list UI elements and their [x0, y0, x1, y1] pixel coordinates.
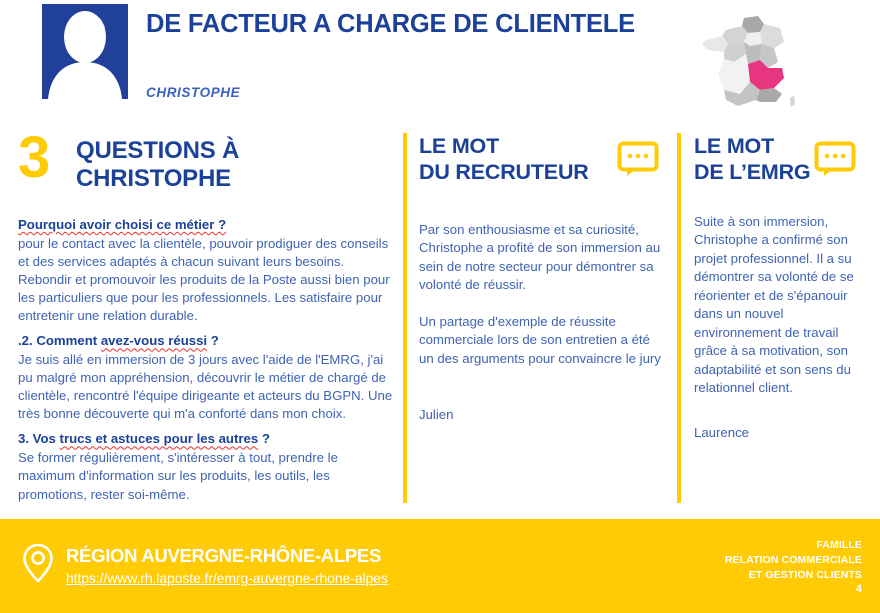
column-divider-2: [677, 133, 681, 503]
question-label-3-text: trucs et astuces pour les autres: [59, 431, 259, 447]
recruiter-paragraph-1: Par son enthousiasme et sa curiosité, Christophe a profité de son immersion au sein de notre secteur pour démontrer sa volonté de réussir.: [419, 222, 661, 293]
page-number: 4: [855, 583, 862, 595]
emrg-paragraph-1: Suite à son immersion, Christophe a confirmé son projet professionnel. Il a su démontrer sa volonté de se réorienter et de s'épanouir dans un nouvel environnement de travail grâce à sa motivation, son adaptabilité et son sens du relationnel client.: [694, 214, 854, 396]
footer-region-label: RÉGION AUVERGNE-RHÔNE-ALPES: [66, 545, 381, 566]
column-divider-1: [403, 133, 407, 503]
answer-text-1: pour le contact avec la clientèle, pouvoir prodiguer des conseils et des services adaptés à chacun suivant leurs besoins. Rebondir et promouvoir les produits de la Poste aussi bien pour les particuliers que pour les professionnels. Les satisfaire pour entretenir une relation durable.: [18, 235, 390, 324]
question-label-1-text: Pourquoi avoir choisi ce métier ?: [18, 217, 227, 232]
qa-item-1: [18, 217, 393, 325]
questions-heading-line1: QUESTIONS À: [76, 137, 240, 164]
question-label-3: [18, 431, 393, 448]
question-label-2-tail: ?: [207, 333, 219, 349]
emrg-body: [694, 213, 874, 398]
question-label-2: [18, 333, 393, 350]
person-silhouette-icon: [42, 4, 128, 99]
answer-text-2: Je suis allé en immersion de 3 jours avec l'aide de l'EMRG, j'ai pu malgré mon appréhension, découvrir le métier de chargé de clientèle, rencontré l'équipe dirigeante et acteurs du BGPN. Une très bonne découverte qui m'a conforté dans mon choix.: [18, 352, 393, 422]
emrg-signature: Laurence: [694, 424, 749, 440]
emrg-heading-line1: LE MOT: [694, 134, 775, 158]
questions-heading: [18, 125, 393, 211]
emrg-heading-line2: DE L’EMRG: [694, 160, 811, 185]
map-pin-icon: [22, 542, 54, 584]
answer-text-3: Se former régulièrement, s'intéresser à tout, prendre le maximum d'information sur les produits, les outils, les promotions, rester soi-même.: [18, 450, 338, 502]
qa-item-3: [18, 431, 393, 503]
footer-famille-line-1: FAMILLE: [816, 539, 862, 551]
avatar: [42, 4, 128, 99]
qa-item-2: [18, 333, 393, 423]
slide-header: [0, 0, 880, 119]
footer-url-link[interactable]: https://www.rh.laposte.fr/emrg-auvergne-rhone-alpes: [66, 570, 388, 586]
page-title: DE FACTEUR A CHARGE DE CLIENTELE: [146, 10, 635, 38]
questions-heading-line2: CHRISTOPHE: [76, 165, 231, 193]
question-label-1: [18, 217, 393, 234]
emrg-heading: [694, 133, 874, 193]
emrg-column: [694, 133, 874, 442]
questions-count: 3: [18, 125, 49, 190]
footer-famille-line-2: RELATION COMMERCIALE: [724, 554, 862, 567]
recruiter-heading-line1: LE MOT: [419, 134, 500, 158]
recruiter-body: [419, 221, 664, 368]
france-regions-map-icon: [698, 12, 802, 112]
footer-famille-line-3: ET GESTION CLIENTS: [748, 569, 862, 582]
footer-famille-block: [725, 538, 862, 584]
question-label-3-prefix: 3. Vos: [18, 431, 60, 447]
header-subtitle: CHRISTOPHE: [146, 85, 241, 100]
recruiter-column: [419, 133, 664, 425]
question-label-2-text: avez-vous réussi: [100, 333, 208, 349]
question-label-2-prefix: .2. Comment: [18, 333, 101, 349]
question-label-3-tail: ?: [258, 431, 270, 447]
content-columns: [0, 125, 880, 508]
speech-bubble-icon: [617, 141, 659, 177]
questions-column: [18, 125, 393, 512]
questions-heading-text: [76, 137, 239, 194]
recruiter-heading-line2: DU RECRUTEUR: [419, 160, 589, 185]
recruiter-heading: [419, 133, 664, 193]
recruiter-paragraph-2: Un partage d'exemple de réussite commerciale lors de son entretien a été un des arguments pour convaincre le jury: [419, 313, 661, 366]
speech-bubble-icon: [814, 141, 856, 177]
recruiter-signature: Julien: [419, 407, 454, 423]
